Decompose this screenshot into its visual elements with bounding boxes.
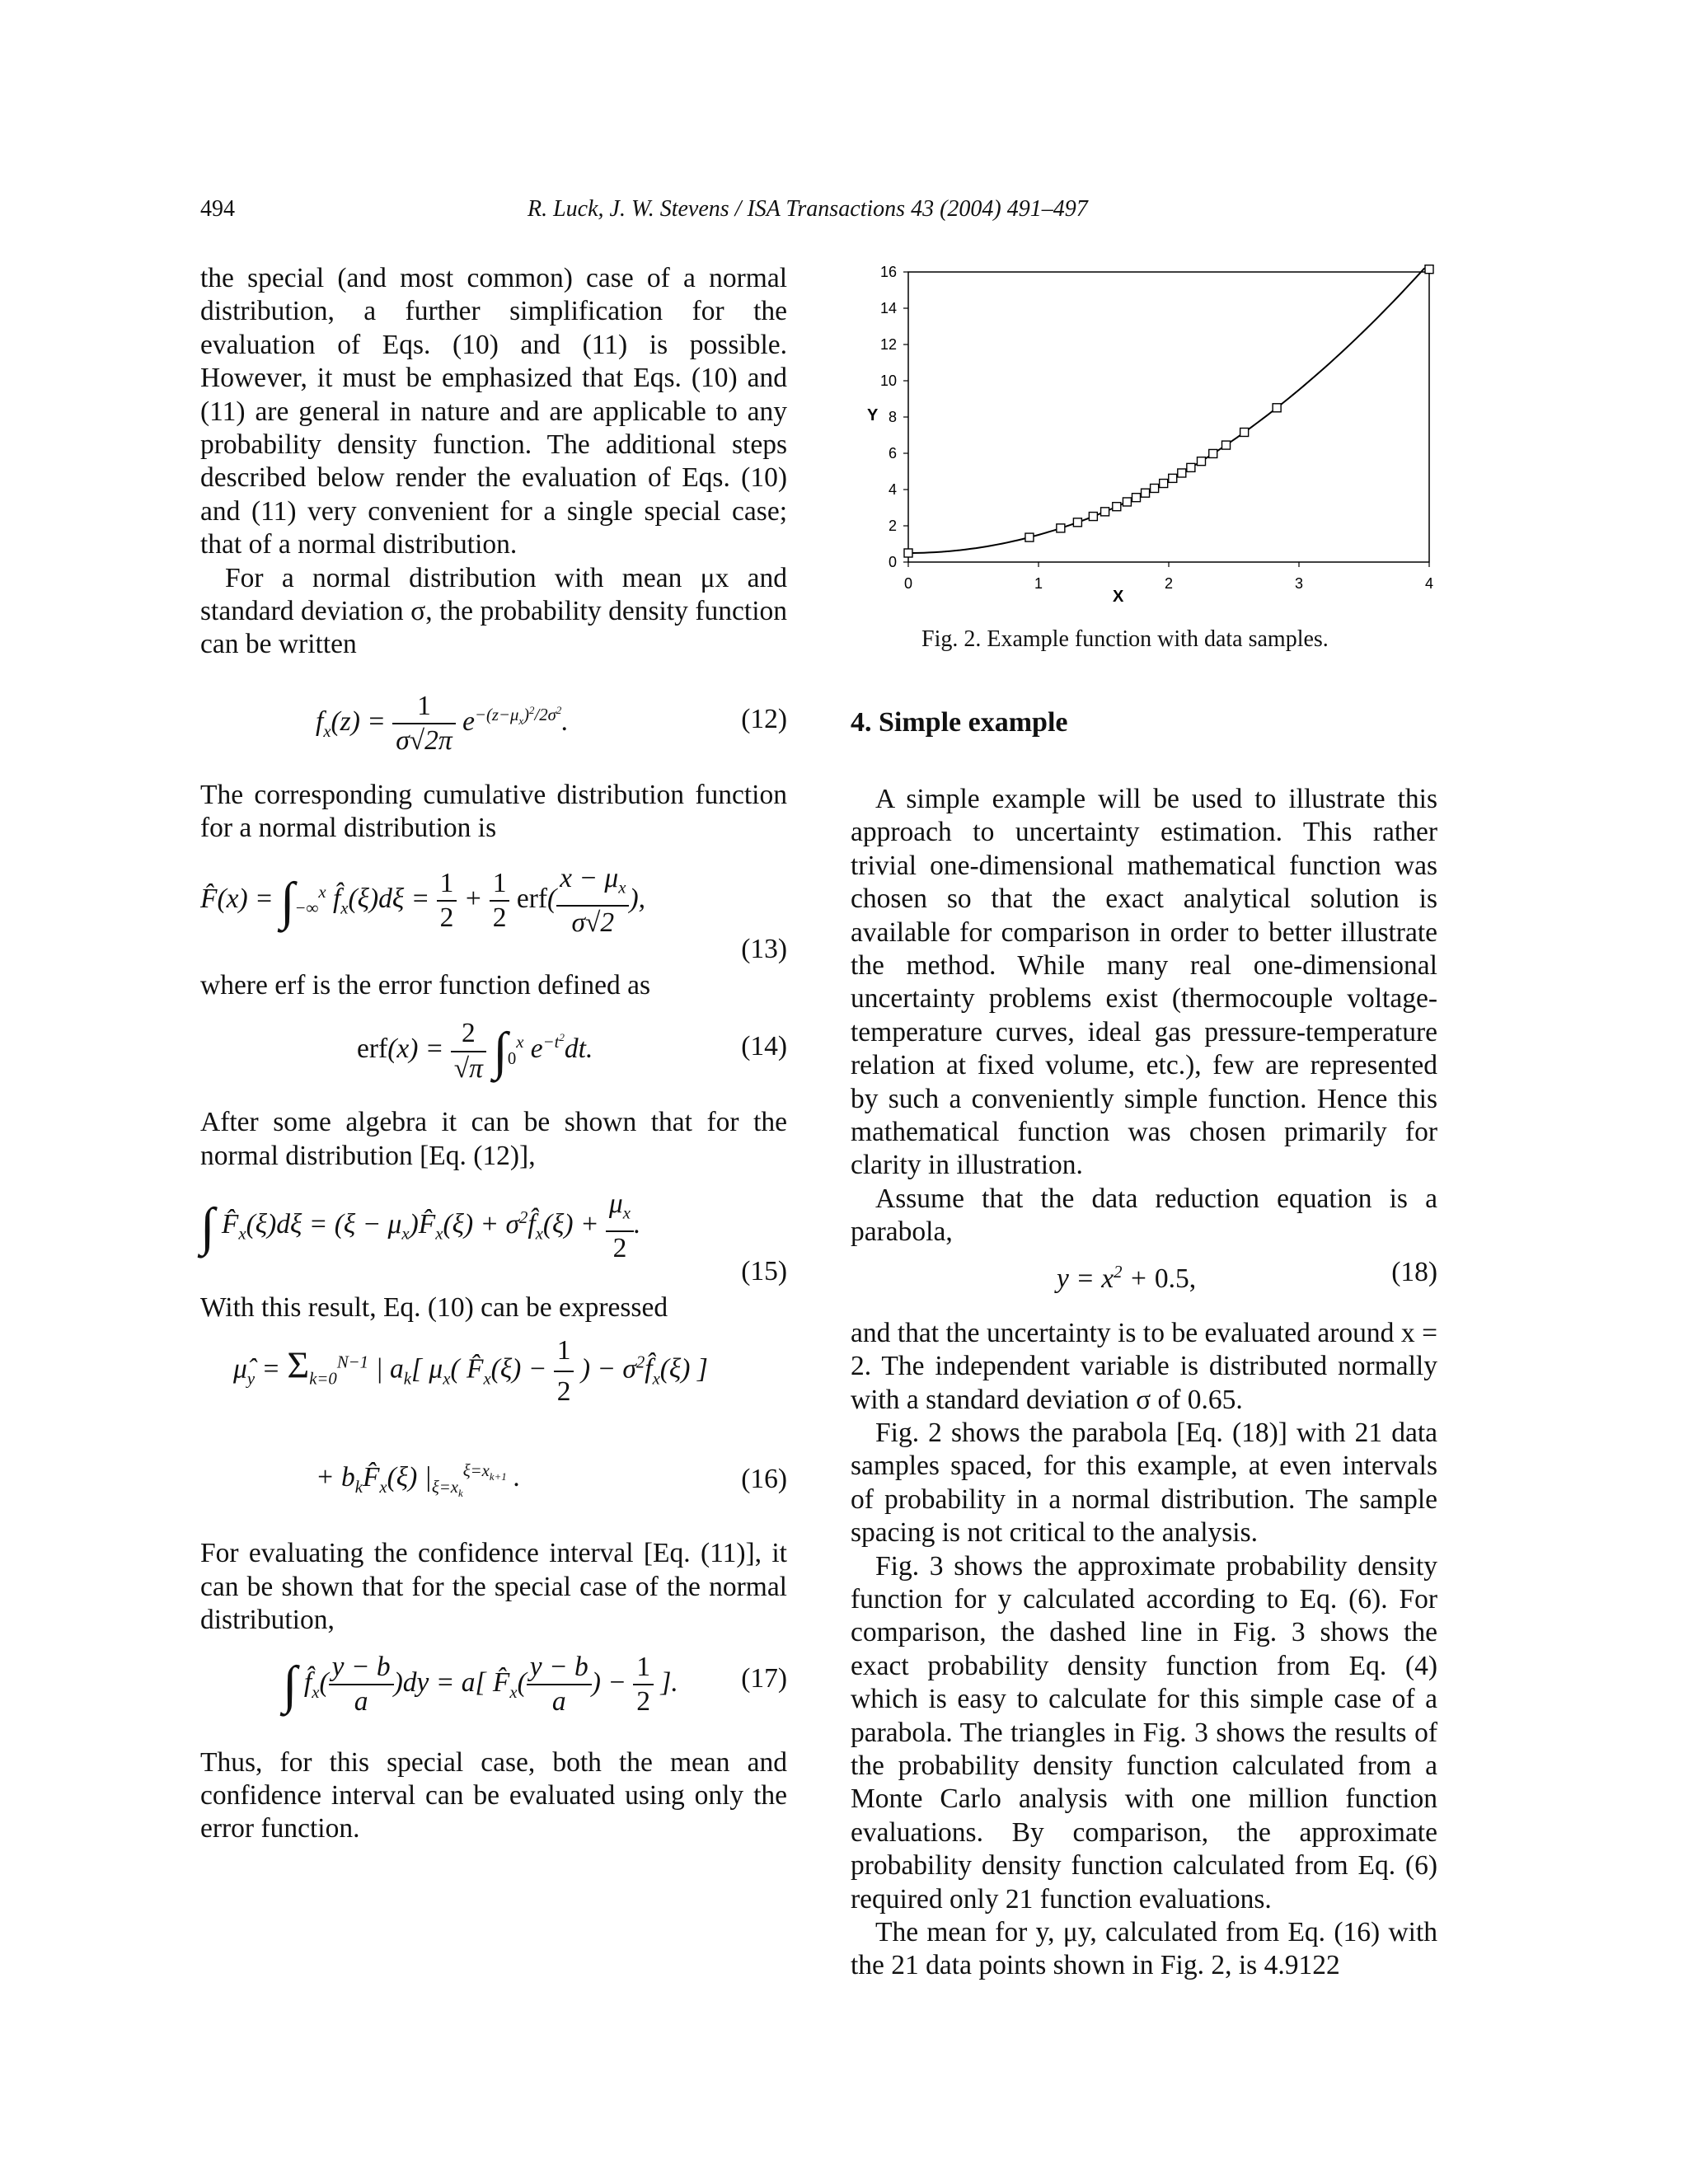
data-sample-marker [1101, 508, 1109, 516]
running-head: R. Luck, J. W. Stevens / ISA Transactions 43 (2004) 491–497 [528, 196, 1088, 222]
right-column [851, 783, 1437, 1983]
data-sample-markers [904, 265, 1433, 557]
data-sample-marker [1209, 449, 1217, 457]
data-sample-marker [1089, 513, 1097, 521]
x-tick-label-1: 1 [1034, 575, 1043, 592]
x-tick-label-3: 3 [1294, 575, 1304, 592]
paragraph-erf-intro: where erf is the error function defined as [200, 969, 650, 1001]
section-title-simple-example: 4. Simple example [851, 707, 1068, 738]
y-axis-label: Y [867, 406, 879, 424]
paragraph-fig3-description: Fig. 3 shows the approximate probability density function for y calculated according to Eq. (6). For comparison, the dashed line in Fig. 3 shows the exact probability density function from Eq. (4) which is easy to calculate for this simple case of a parabola. The triangles in Fig. 3 shows the results of the probability density function calculated from a Monte Carlo analysis with one million function evaluations. By comparison, the approximate probability density function calculated from Eq. (6) required only 21 function evaluations. [851, 1550, 1437, 1915]
y-tick-label-0: 0 [888, 554, 897, 570]
page-number: 494 [200, 196, 235, 222]
data-sample-marker [1240, 428, 1249, 436]
data-sample-marker [1425, 265, 1433, 274]
data-sample-marker [1198, 457, 1206, 466]
plot-frame [908, 272, 1429, 562]
data-sample-marker [1132, 494, 1141, 502]
data-sample-marker [1073, 518, 1081, 527]
data-sample-marker [1178, 469, 1186, 477]
y-axis-ticks [880, 264, 908, 570]
equation-17: ∫ $f̂_x$( $\frac{y - b}{a}$ )dy = a[ $F̂_x$( $\frac{y - b}{a}$ ) − $\frac{1}{2}$ ]. (17) [200, 1646, 787, 1746]
equation-16: $\mû_y = \Sigma_{k=0}^{N-1}$ | $a_k$[ $\mu_x$( $F̂_x(\xi)$ − $\frac{1}{2}$ ) − $\sigma^2f̂_x(\xi)$ ] + $b_kF̂_x(\xi)$ $|_{\xi=x_k}^{\xi=x_{k+1}}$ . (16) [233, 1335, 787, 1500]
data-sample-marker [1160, 480, 1168, 488]
paragraph-simple-example: A simple example will be used to illustrate this approach to uncertainty estimation. This rather trivial one-dimensional mathematical function was chosen so that the exact analytical solution is available for comparison in order to better illustrate the method. While many real one-dimensional uncertainty problems exist (thermocouple voltage-temperature curves, ideal gas pressure-temperature relation at fixed volume, etc.), few are represented by such a conveniently simple function. Hence this mathematical function was chosen primarily for clarity in illustration. [851, 784, 1437, 1181]
figure-2-caption: Fig. 2. Example function with data samples. [921, 626, 1329, 652]
y-tick-label-4: 4 [888, 481, 897, 498]
y-tick-label-2: 2 [888, 518, 897, 534]
x-axis-label: X [1113, 588, 1124, 606]
paragraph-special-case-conclusion: Thus, for this special case, both the mean and confidence interval can be evaluated using only the error function. [200, 1746, 787, 1844]
equation-17-number: (17) [741, 1662, 787, 1694]
data-sample-marker [1169, 474, 1177, 482]
paragraph-confidence-interval: For evaluating the confidence interval [Eq. (11)], it can be shown that for the special case of the normal distribution, [200, 1538, 787, 1636]
data-sample-marker [1142, 489, 1150, 497]
equation-13: F̂(x) = $\int_{-\infty}^x$ $f̂_x(\xi)d\xi$ = $\frac{1}{2}$ + $\frac{1}{2}$ erf( $\frac{x - \mu_x}{\sigma√2}$ ), (13) [200, 855, 787, 969]
equation-16-number: (16) [741, 1464, 787, 1495]
y-tick-label-8: 8 [888, 409, 897, 425]
equation-12: $f_x(z)$ = $\frac{1}{\sigma√2\pi}$ $e^{-(z-\mu_x)^2/2\sigma^2}$. (12) [200, 687, 787, 779]
data-sample-marker [1151, 484, 1159, 492]
data-sample-marker [1187, 463, 1195, 471]
data-sample-marker [904, 549, 912, 557]
x-tick-label-2: 2 [1164, 575, 1174, 592]
equation-13-number: (13) [741, 933, 787, 964]
paragraph-algebra: After some algebra it can be shown that for the normal distribution [Eq. (12)], [200, 1107, 787, 1171]
y-tick-label-12: 12 [879, 336, 897, 353]
paragraph-uncertainty-around: and that the uncertainty is to be evaluated around x = 2. The independent variable is distributed normally with a standard deviation σ of 0.65. [851, 1317, 1437, 1415]
data-sample-marker [1273, 404, 1281, 412]
data-sample-marker [1123, 498, 1131, 506]
equation-15-number: (15) [741, 1255, 787, 1286]
paragraph-normal-pdf-intro: For a normal distribution with mean μx and standard deviation σ, the probability density function can be written [200, 562, 787, 660]
y-tick-label-10: 10 [879, 373, 897, 389]
data-sample-marker [1025, 533, 1034, 541]
data-sample-marker [1222, 441, 1231, 449]
equation-18: $y = x^2 + 0.5$, (18) [1057, 1256, 1437, 1294]
y-tick-label-6: 6 [888, 445, 897, 462]
left-column [200, 262, 787, 1846]
parabola-curve [908, 266, 1429, 553]
y-tick-label-14: 14 [879, 300, 897, 316]
equation-15: ∫ $F̂_x(\xi)d\xi = (\xi$ − $\mu_x)F̂_x(\xi)$ + $\sigma^2f̂_x(\xi)$ + $\frac{\mu_x}{2}$ . (15) [200, 1183, 787, 1291]
paragraph-eq10-expressed: With this result, Eq. (10) can be expressed [200, 1291, 668, 1323]
paragraph-normal-distribution-intro: the special (and most common) case of a normal distribution, a further simplification for the evaluation of Eqs. (10) and (11) is possible. However, it must be emphasized that Eqs. (10) and (11) are general in nature and are applicable to any probability density function. The additional steps described below render the evaluation of Eqs. (10) and (11) very convenient for a single special case; that of a normal distribution. [200, 263, 787, 560]
data-sample-marker [1113, 503, 1121, 511]
equation-18-number: (18) [1391, 1256, 1437, 1287]
equation-14: erf(x) = $\frac{2}{√\pi}$ $\int_0^x$ $e^{-t^2}dt$. (14) [200, 1014, 787, 1106]
equation-12-number: (12) [741, 703, 787, 734]
paragraph-mean-result: The mean for y, μy, calculated from Eq. (16) with the 21 data points shown in Fig. 2, is 4.9122 [851, 1917, 1437, 1981]
paragraph-parabola-assumption: Assume that the data reduction equation is a parabola, [851, 1183, 1437, 1248]
x-tick-label-0: 0 [903, 575, 913, 592]
x-axis-ticks [904, 562, 1433, 592]
paragraph-cdf-intro: The corresponding cumulative distribution function for a normal distribution is [200, 779, 787, 844]
figure-2-chart [851, 264, 1437, 610]
x-tick-label-4: 4 [1424, 575, 1434, 592]
data-sample-marker [1057, 524, 1065, 532]
y-tick-label-16: 16 [879, 264, 897, 280]
equation-14-number: (14) [741, 1031, 787, 1062]
paragraph-fig2-description: Fig. 2 shows the parabola [Eq. (18)] with 21 data samples spaced, for this example, at even intervals of probability in a normal distribution. The sample spacing is not critical to the analysis. [851, 1417, 1437, 1549]
